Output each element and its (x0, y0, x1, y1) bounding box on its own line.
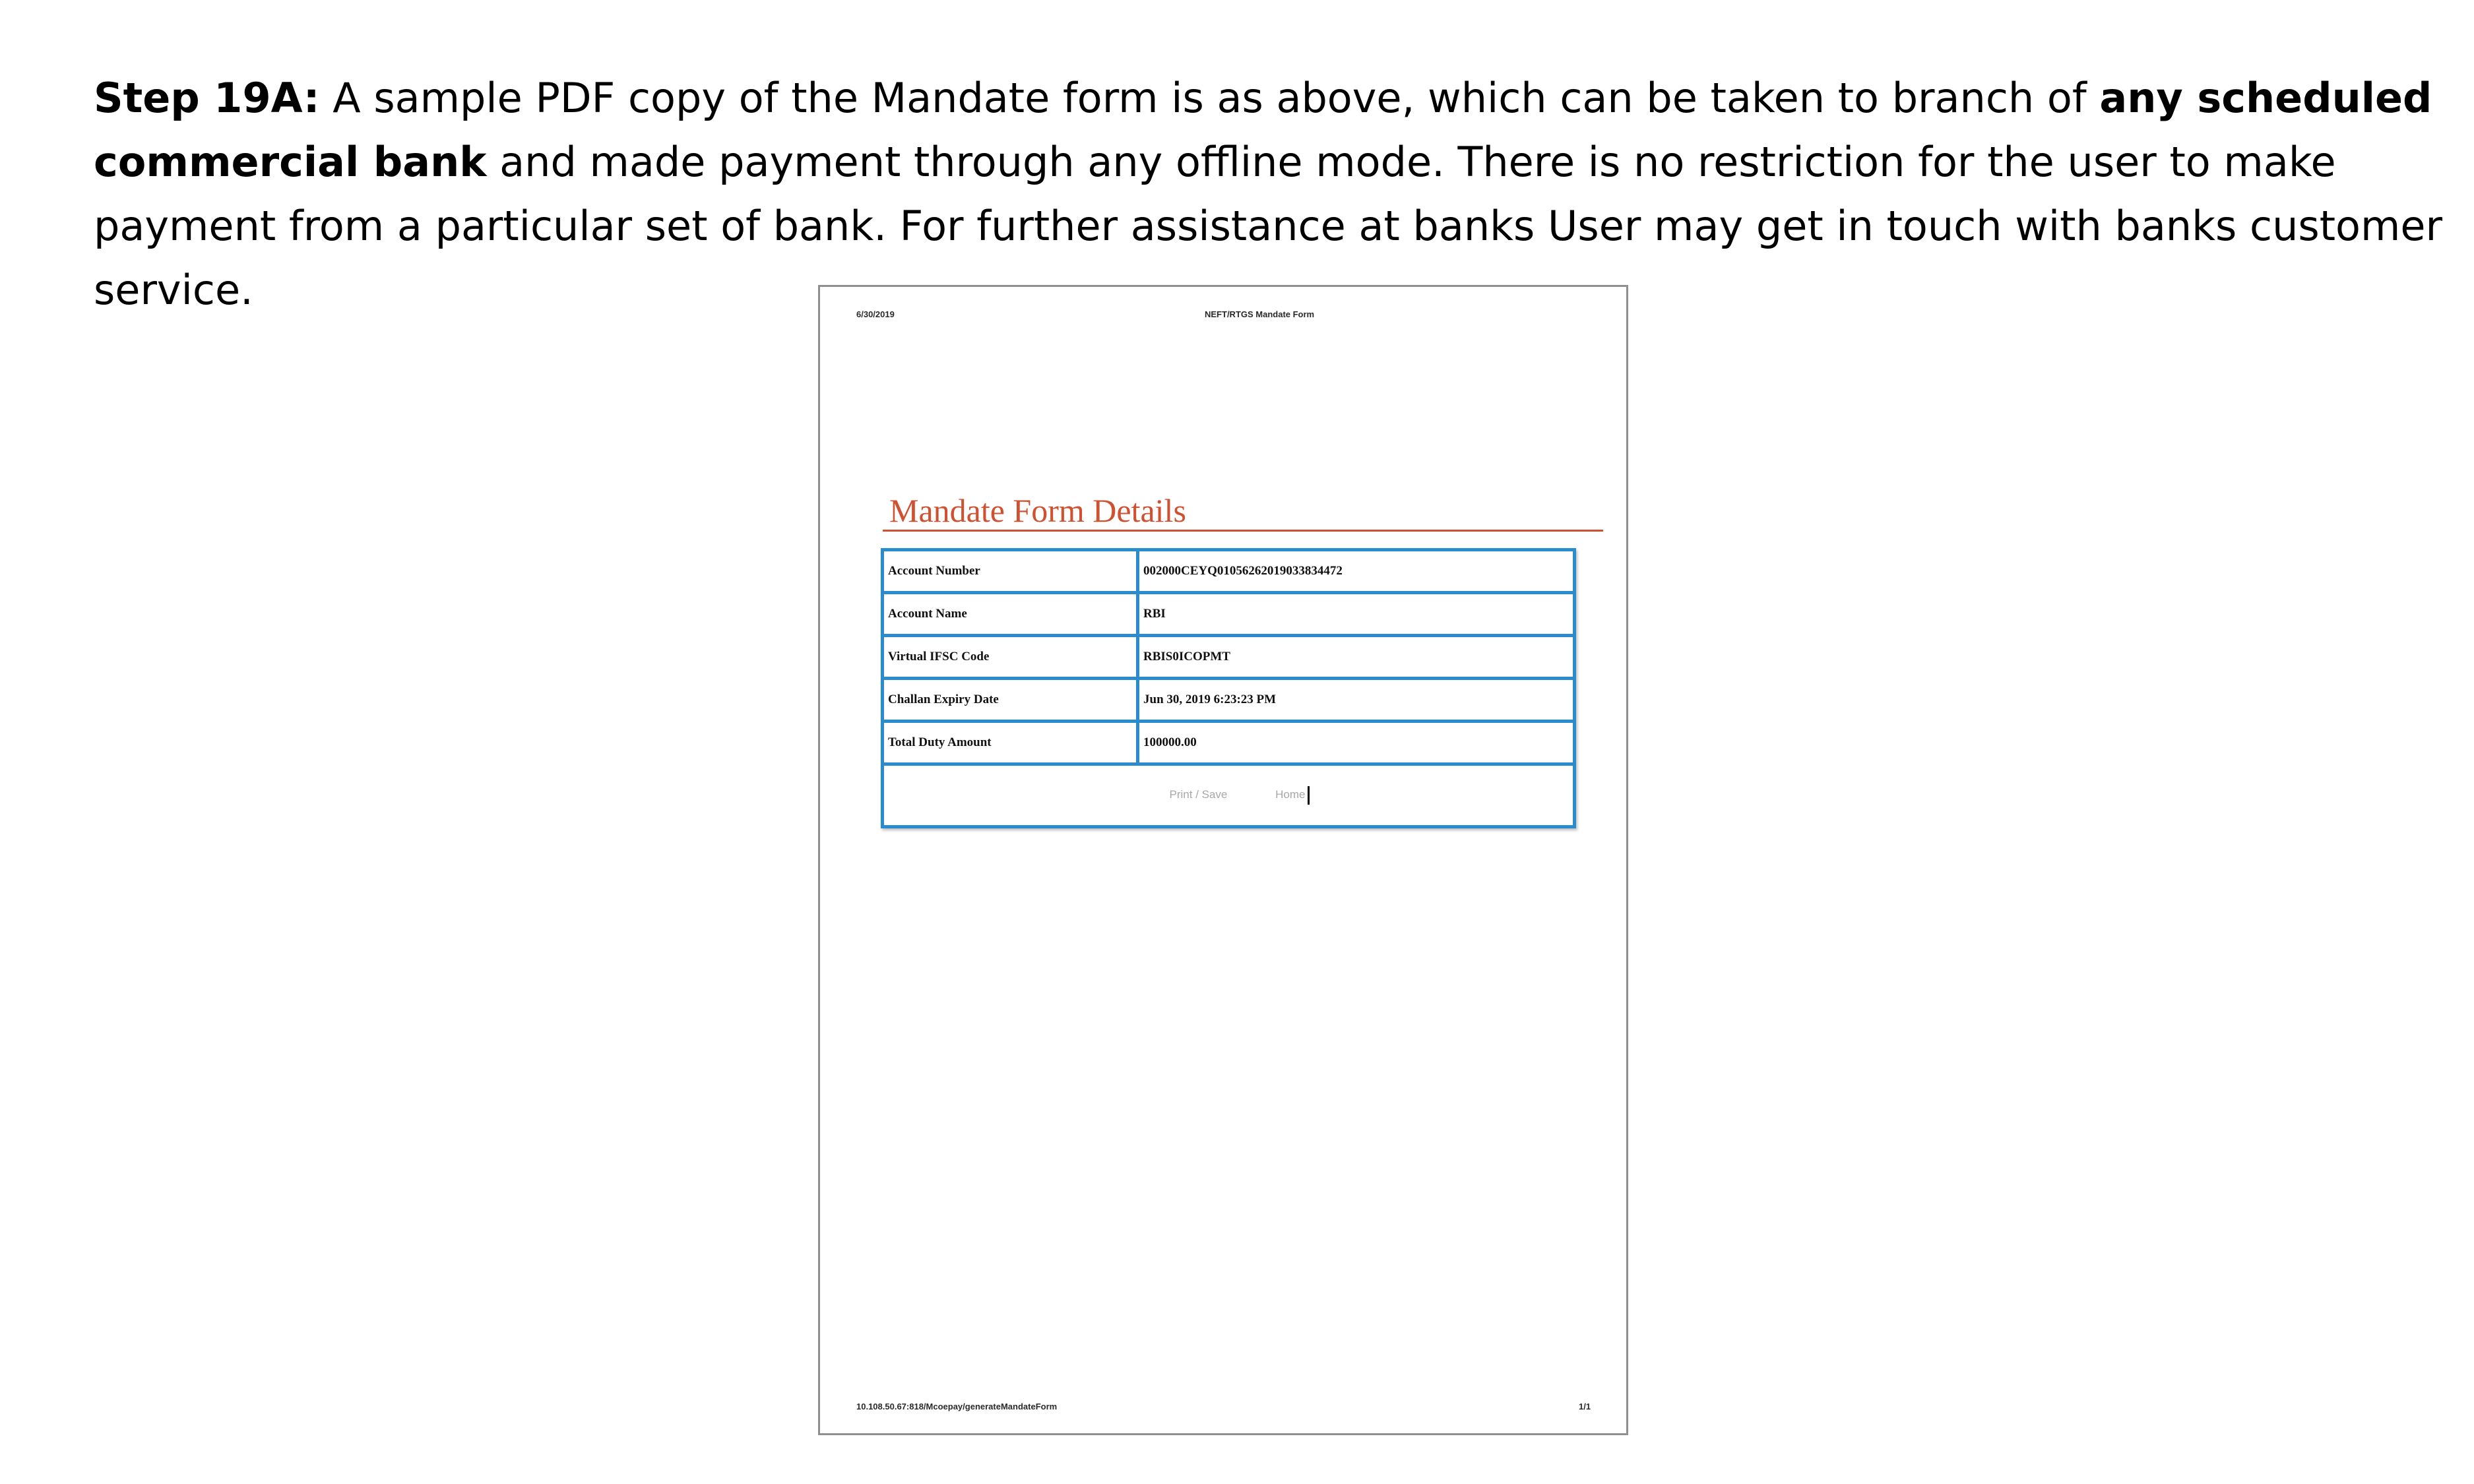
row-label: Account Name (883, 593, 1138, 636)
row-value (1138, 722, 1575, 764)
account-name-value: RBI (1143, 607, 1166, 621)
row-label: Total Duty Amount (883, 722, 1138, 764)
instruction-bold-bank: any scheduled commercial bank (94, 74, 2432, 186)
row-value (1138, 679, 1575, 722)
mandate-details-table (881, 548, 1576, 828)
text-cursor-icon (1308, 786, 1310, 805)
step-label: Step 19A: (94, 74, 320, 122)
row-value (1138, 550, 1575, 593)
row-label: Account Number (883, 550, 1138, 593)
pdf-header-date: 6/30/2019 (856, 309, 895, 319)
account-number-value: 002000CEYQ01056262019033834472 (1143, 564, 1343, 578)
table-row (883, 722, 1575, 764)
table-row (883, 550, 1575, 593)
instruction-text-1: A sample PDF copy of the Mandate form is as above, which can be taken to branch of (319, 74, 2100, 122)
duty-amount-value: 100000.00 (1143, 735, 1197, 749)
actions-cell (883, 764, 1575, 827)
pdf-footer-url: 10.108.50.67:818/Mcoepay/generateMandateForm (856, 1402, 1058, 1411)
form-title: Mandate Form Details (889, 492, 1186, 529)
table-row (883, 593, 1575, 636)
row-value (1138, 636, 1575, 679)
instruction-text-2: and made payment through any offline mode. There is no restriction for the user to make payment from a particular set of bank. For further assistance at banks User may get in touch with banks customer service. (94, 138, 2442, 314)
row-value (1138, 593, 1575, 636)
expiry-date-value: Jun 30, 2019 6:23:23 PM (1143, 693, 1277, 706)
row-label: Challan Expiry Date (883, 679, 1138, 722)
pdf-header-title: NEFT/RTGS Mandate Form (1205, 309, 1315, 319)
print-save-link[interactable]: Print / Save (1169, 788, 1228, 801)
actions-row (883, 764, 1575, 827)
pdf-page-preview (818, 285, 1628, 1435)
row-label: Virtual IFSC Code (883, 636, 1138, 679)
instruction-paragraph (94, 66, 2462, 322)
table-row (883, 679, 1575, 722)
form-title-divider (883, 530, 1603, 532)
home-link[interactable]: Home (1275, 788, 1306, 801)
pdf-footer-page-number: 1/1 (1579, 1402, 1591, 1411)
table-row (883, 636, 1575, 679)
ifsc-code-value: RBIS0ICOPMT (1143, 650, 1230, 664)
